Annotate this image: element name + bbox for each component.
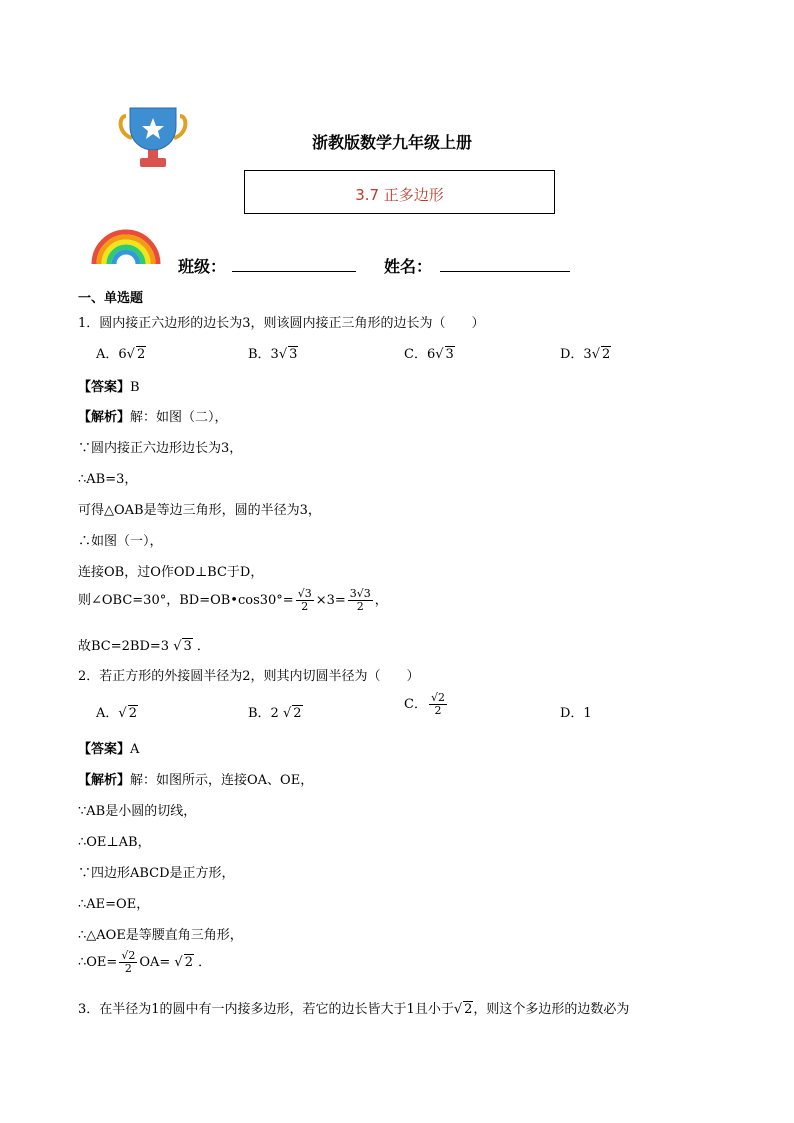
q1-analysis-line-8: 故BC=2BD=3 √ 3 ．	[78, 639, 210, 654]
q1-stem: 1．圆内接正六边形的边长为3，则该圆内接正三角形的边长为（ ）	[78, 316, 485, 331]
q1-analysis-line-6: 连接OB，过O作OD⊥BC于D，	[78, 565, 264, 580]
q3-stem: 3．在半径为1的圆中有一内接多边形，若它的边长皆大于1且小于√ 2，则这个多边形的边数必为	[78, 1002, 630, 1017]
q2-analysis-line-4: ∵四边形ABCD是正方形，	[78, 866, 235, 881]
q2-option-a: A．√ 2	[96, 706, 137, 721]
q2-analysis-line-5: ∴AE=OE，	[78, 897, 150, 912]
q1-option-d: D．3√ 2	[560, 347, 611, 362]
q1-option-a: A．6√ 2	[96, 347, 146, 362]
class-label: 班级：	[178, 257, 227, 276]
q2-analysis-line-7: ∴OE= $\frac{√2}{2}$ OA= √ 2 ．	[78, 949, 212, 975]
q1-analysis-line-3: ∴AB=3，	[78, 472, 138, 487]
q2-option-c: C． $\frac{√2}{2}$	[404, 691, 445, 717]
q1-analysis-line-4: 可得△OAB是等边三角形，圆的半径为3，	[78, 503, 321, 518]
q2-analysis-line-1: 【解析】解：如图所示，连接OA、OE，	[78, 773, 314, 788]
q1-option-c: C．6√ 3	[404, 347, 454, 362]
q1-option-b: B．3√ 3	[248, 347, 298, 362]
rainbow-icon	[90, 226, 162, 266]
q2-stem: 2．若正方形的外接圆半径为2，则其内切圆半径为（ ）	[78, 669, 420, 684]
name-field[interactable]	[440, 271, 570, 272]
q2-option-d: D．1	[560, 706, 592, 721]
q1-analysis-line-1: 【解析】解：如图（二），	[78, 410, 228, 425]
q1-analysis-line-5: ∴如图（一），	[78, 534, 163, 549]
q1-answer: 【答案】B	[78, 380, 140, 395]
class-field[interactable]	[232, 271, 356, 272]
q1-analysis-line-2: ∵圆内接正六边形边长为3，	[78, 441, 243, 456]
q1-analysis-line-7: 则∠OBC=30°，BD=OB•cos30°= $\frac{√3}{2}$ ×3= $\frac{3√3}{2}$ ，	[78, 587, 388, 613]
trophy-icon	[118, 104, 188, 170]
q2-analysis-line-3: ∴OE⊥AB，	[78, 835, 151, 850]
document-title: 浙教版数学九年级上册	[312, 133, 473, 152]
q2-option-b: B．2 √ 2	[248, 706, 302, 721]
name-label: 姓名：	[384, 257, 433, 276]
q2-analysis-line-6: ∴△AOE是等腰直角三角形，	[78, 928, 243, 943]
q2-analysis-line-2: ∵AB是小圆的切线，	[78, 804, 197, 819]
q2-answer: 【答案】A	[78, 742, 140, 757]
lesson-title: 3.7 正多边形	[355, 186, 444, 204]
section-heading: 一、单选题	[78, 291, 144, 306]
lesson-title-box	[244, 170, 555, 214]
